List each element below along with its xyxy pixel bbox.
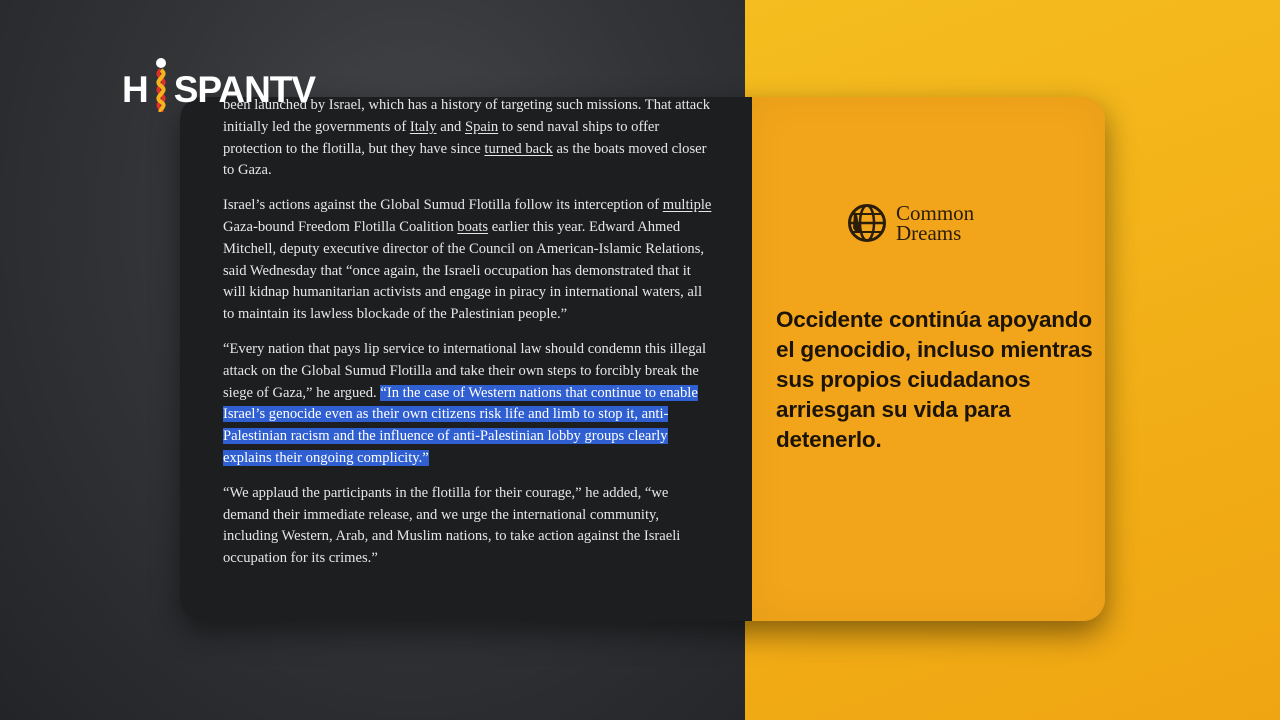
article-link[interactable]: boats [457,218,489,235]
article-excerpt [223,97,713,583]
brand-name-rest: SPANTV [173,69,316,110]
article-panel [180,97,752,621]
article-link[interactable]: multiple [662,197,712,214]
article-text: been launched by Israel, which has a history of targeting such missions. That attack initially led the governments of [223,97,711,135]
article-link[interactable]: turned back [484,140,553,157]
headline: Occidente continúa apoyando el genocidio, incluso mientras sus propios ciudadanos arriesgan su vida para detenerlo. [776,307,1093,452]
source-name-line1: Common [896,201,975,225]
hispantv-logo-icon [148,68,174,112]
article-text: “We applaud the participants in the flotilla for their courage,” he added, “we demand their immediate release, and we urge the international community, including Western, Arab, and Muslim nations, to take action against the Israeli occupation for its crimes.” [223,484,681,567]
common-dreams-logo [846,201,974,245]
article-text: as the boats moved closer to Gaza. [223,140,707,179]
article-link[interactable]: Italy [409,118,437,135]
source-name-line2: Dreams [896,221,962,245]
article-text: earlier this year. Edward Ahmed Mitchell, deputy executive director of the Council on American-Islamic Relations, said Wednesday that “once again, the Israeli occupation has demonstrated that it will kidnap humanitarian activists and engage in piracy in international waters, all to maintain its lawless blockade of the Palestinian people.” [223,218,705,323]
globe-icon [846,202,888,244]
highlighted-quote: “In the case of Western nations that continue to enable Israel’s genocide even as their own citizens risk life and limb to stop it, anti-Palestinian racism and the influence of anti-Palestinian lobby groups clearly explains their ongoing complicity.” [223,384,698,466]
article-paragraph [223,483,713,570]
article-link[interactable]: Spain [464,118,499,135]
article-text: Gaza-bound Freedom Flotilla Coalition [223,218,458,235]
hispantv-logo [122,68,315,112]
article-text: Israel’s actions against the Global Sumud Flotilla follow its interception of [223,197,663,214]
brand-letter-h: H [122,69,148,110]
article-text: “Every nation that pays lip service to international law should condemn this illegal attack on the Global Sumud Flotilla and take their own steps to forcibly break the siege of Gaza,” he argued. [223,340,707,401]
article-text: to send naval ships to offer protection to the flotilla, but they have since [223,118,660,157]
article-text: and [436,118,465,135]
article-paragraph [223,195,713,326]
news-card [180,97,1105,621]
article-paragraph [223,339,713,470]
